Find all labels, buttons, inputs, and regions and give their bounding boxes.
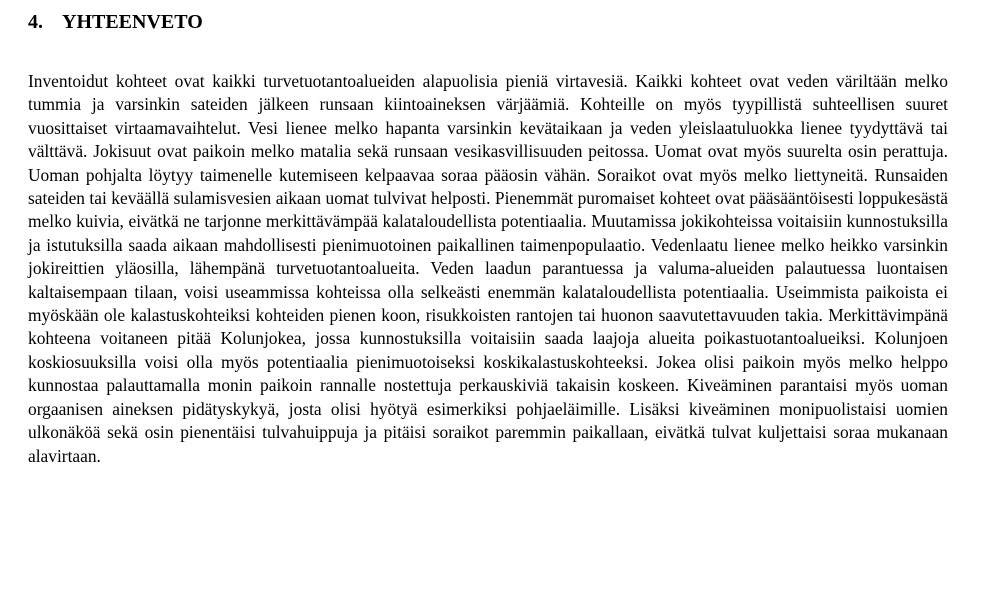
section-heading (28, 10, 203, 34)
summary-paragraph: Inventoidut kohteet ovat kaikki turvetuotantoalueiden alapuolisia pieniä virtavesiä. Kaikki kohteet ovat veden väriltään melko tummia ja varsinkin sateiden jälkeen runsaan kiintoaineksen värjäämiä. Kohteille on myös tyypillistä suhteellisen suuret vuosittaiset virtaamavaihtelut. Vesi lienee melko hapanta varsinkin kevätaikaan ja veden yleislaatuluokka lienee tyydyttävä tai välttävä. Jokisuut ovat paikoin melko matalia sekä runsaan vesikasvillisuuden peitossa. Uomat ovat myös suurelta osin perattuja. Uoman pohjalta löytyy taimenelle kutemiseen kelpaavaa soraa pääosin vähän. Soraikot ovat myös melko liettyneitä. Runsaiden sateiden tai keväällä sulamisvesien aikaan uomat tulvivat helposti. Pienemmät puromaiset kohteet ovat pääsääntöisesti loppukesästä melko kuivia, eivätkä ne tarjonne merkittävämpää kalataloudellista potentiaalia. Muutamissa jokikohteissa voitaisiin kunnostuksilla ja istutuksilla saada aikaan mahdollisesti pienimuotoinen paikallinen taimenpopulaatio. Vedenlaatu lienee melko heikko varsinkin jokireittien yläosilla, lähempänä turvetuotantoalueita. Veden laadun parantuessa ja valuma-alueiden palautuessa luontaisen kaltaisempaan tilaan, voisi useammissa kohteissa olla selkeästi enemmän kalataloudellista potentiaalia. Useimmista paikoista ei myöskään ole kalastuskohteiksi kohteiden pienen koon, risukkoisten rantojen tai huonon saavutettavuuden takia. Merkittävimpänä kohteena voitaneen pitää Kolunjokea, jossa kunnostuksilla voitaisiin saada laajoja alueita poikastuotantoalueiksi. Kolunjoen koskiosuuksilla voisi olla myös potentiaalia pienimuotoiseksi koskikalastuskohteeksi. Jokea olisi paikoin myös melko helppo kunnostaa palauttamalla monin paikoin rannalle nostettuja perkauskiviä takaisin koskeen. Kiveäminen parantaisi myös uoman orgaanisen aineksen pidätyskykyä, josta olisi hyötyä esimerkiksi pohjaeläimille. Lisäksi kiveäminen monipuolistaisi uomien ulkonäköä sekä osin pienentäisi tulvahuippuja ja pitäisi soraikot paremmin paikallaan, eivätkä tulvat kuljettaisi soraa mukanaan alavirtaan. (28, 71, 948, 466)
section-number: 4. (28, 11, 43, 33)
section-title: YHTEENVETO (62, 11, 203, 33)
